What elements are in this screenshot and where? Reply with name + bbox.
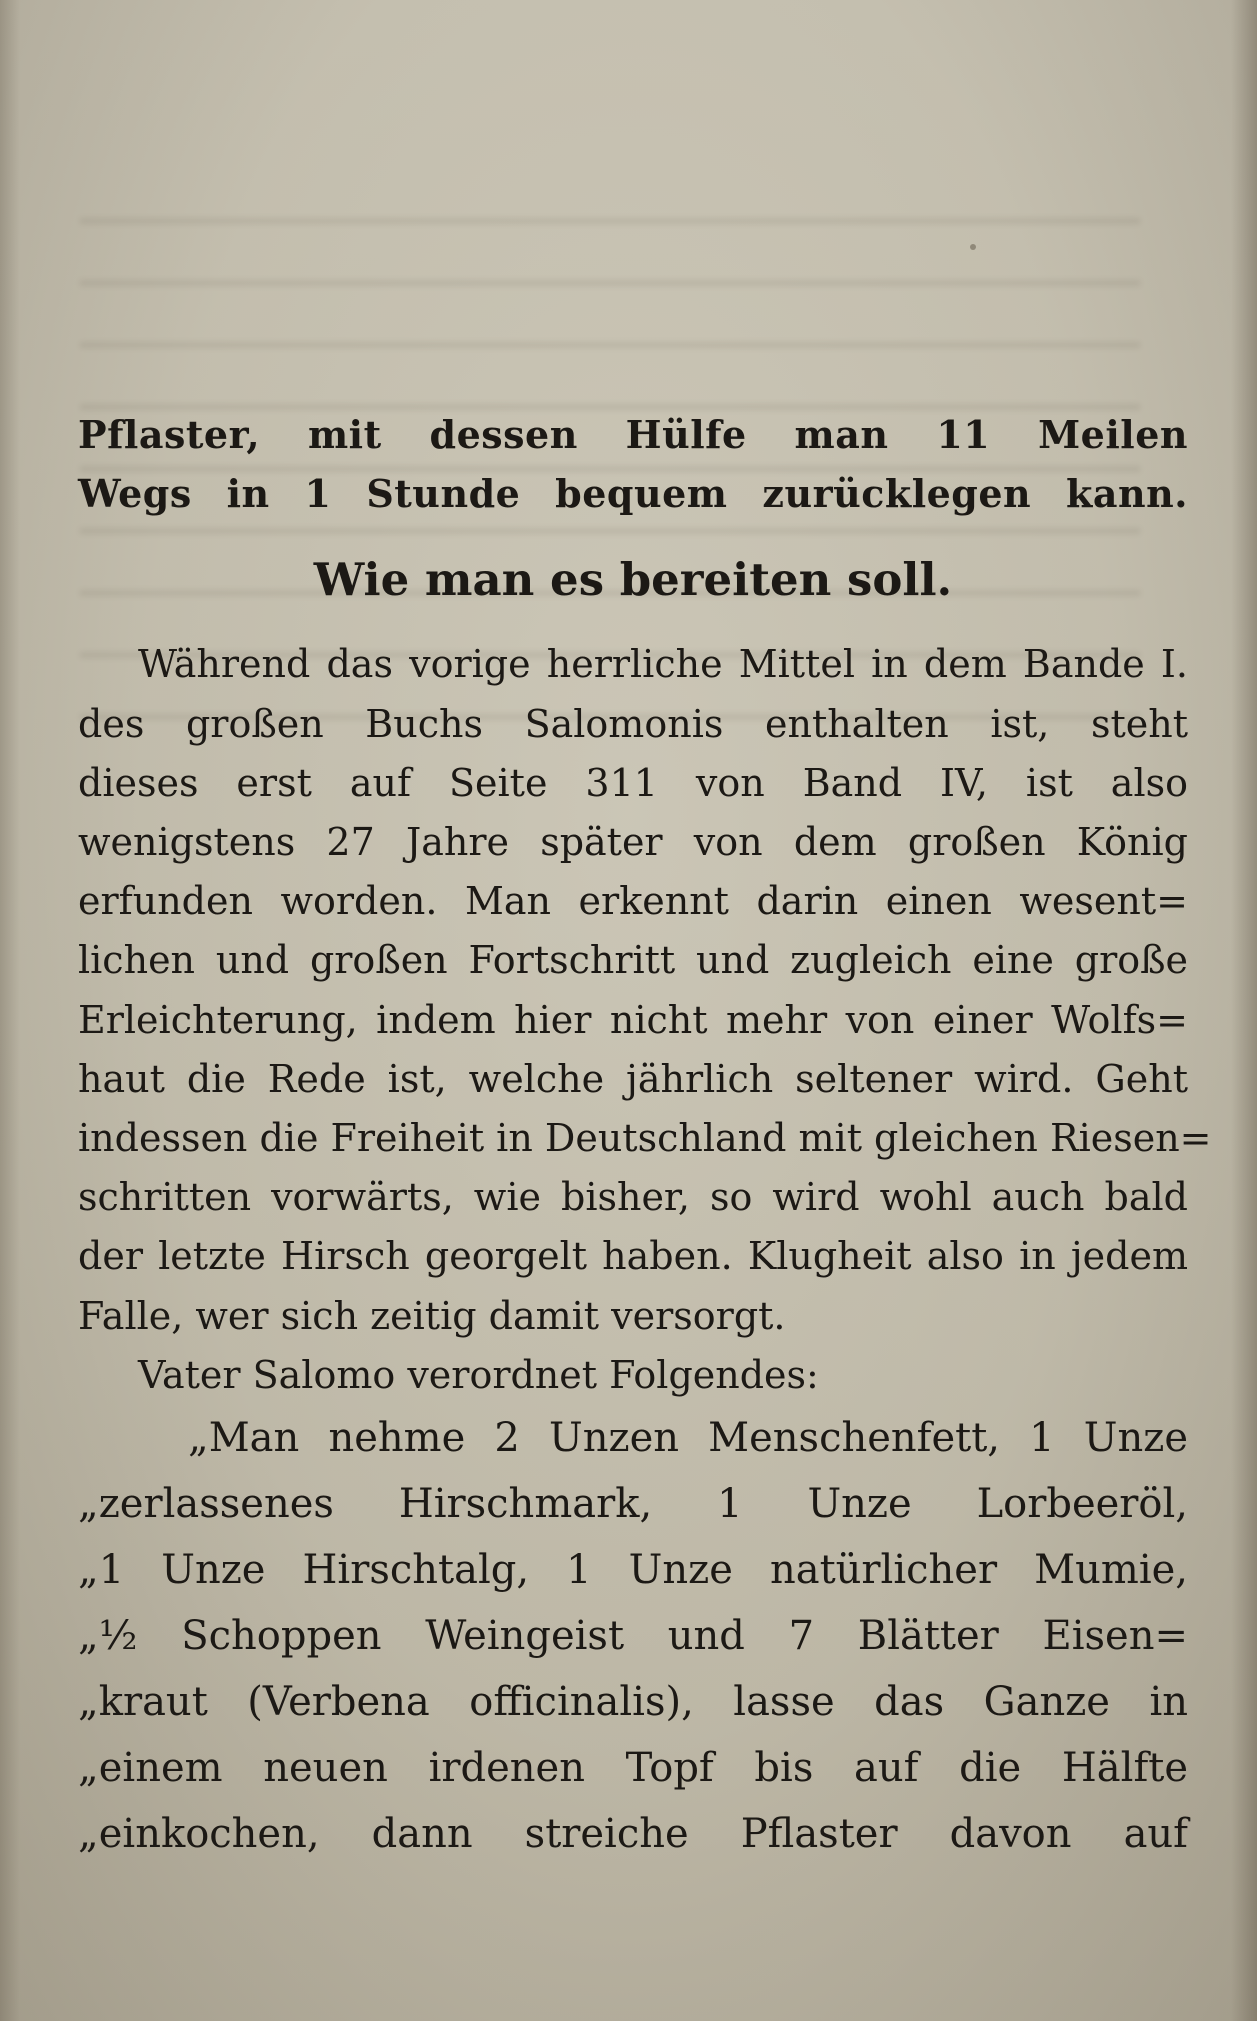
quote-line: „½ Schoppen Weingeist und 7 Blätter Eisen= <box>78 1613 1188 1660</box>
quote-line: „einkochen, dann streiche Pflaster davon auf <box>78 1811 1188 1858</box>
text-line: Vater Salomo verordnet Folgendes: <box>138 1352 819 1397</box>
text-line: indessen die Freiheit in Deutschland mit gleichen Riesen= <box>78 1116 1212 1161</box>
text-line: haut die Rede ist, welche jährlich seltener wird. Geht <box>78 1056 1188 1101</box>
paragraph-2 <box>78 1346 1188 1405</box>
quote-line: „1 Unze Hirschtalg, 1 Unze natürlicher Mumie, <box>78 1547 1188 1594</box>
page-edge-shadow-left <box>0 0 20 2021</box>
quote-line: „kraut (Verbena officinalis), lasse das Ganze in <box>78 1679 1188 1726</box>
recipe-quote <box>78 1405 1188 1867</box>
quote-line: „einem neuen irdenen Topf bis auf die Hälfte <box>78 1745 1188 1792</box>
text-line: Während das vorige herrliche Mittel in dem Bande I. <box>138 642 1188 687</box>
quote-line: „Man nehme 2 Unzen Menschenfett, 1 Unze <box>188 1415 1188 1462</box>
text-line: der letzte Hirsch georgelt haben. Klugheit also in jedem <box>78 1234 1188 1279</box>
page-edge-shadow-right <box>1231 0 1257 2021</box>
heading-line: Wegs in 1 Stunde bequem zurücklegen kann. <box>78 471 1188 517</box>
section-heading <box>78 405 1188 523</box>
paper-speck <box>970 244 976 250</box>
section-subheading: Wie man es bereiten soll. <box>313 553 953 607</box>
text-line: schritten vorwärts, wie bisher, so wird wohl auch bald <box>78 1175 1188 1220</box>
text-line: Falle, wer sich zeitig damit versorgt. <box>78 1293 786 1338</box>
page-text <box>78 405 1212 1867</box>
text-line: dieses erst auf Seite 311 von Band IV, ist also <box>78 760 1188 805</box>
text-line: wenigstens 27 Jahre später von dem großen König <box>78 820 1188 865</box>
text-line: Erleichterung, indem hier nicht mehr von einer Wolfs= <box>78 997 1188 1042</box>
text-line: erfunden worden. Man erkennt darin einen wesent= <box>78 879 1188 924</box>
text-line: lichen und großen Fortschritt und zugleich eine große <box>78 938 1188 983</box>
text-line: des großen Buchs Salomonis enthalten ist, steht <box>78 701 1188 746</box>
heading-line: Pflaster, mit dessen Hülfe man 11 Meilen <box>78 412 1188 457</box>
quote-line: „zerlassenes Hirschmark, 1 Unze Lorbeeröl, <box>78 1481 1188 1528</box>
paragraph-1 <box>78 635 1212 1345</box>
